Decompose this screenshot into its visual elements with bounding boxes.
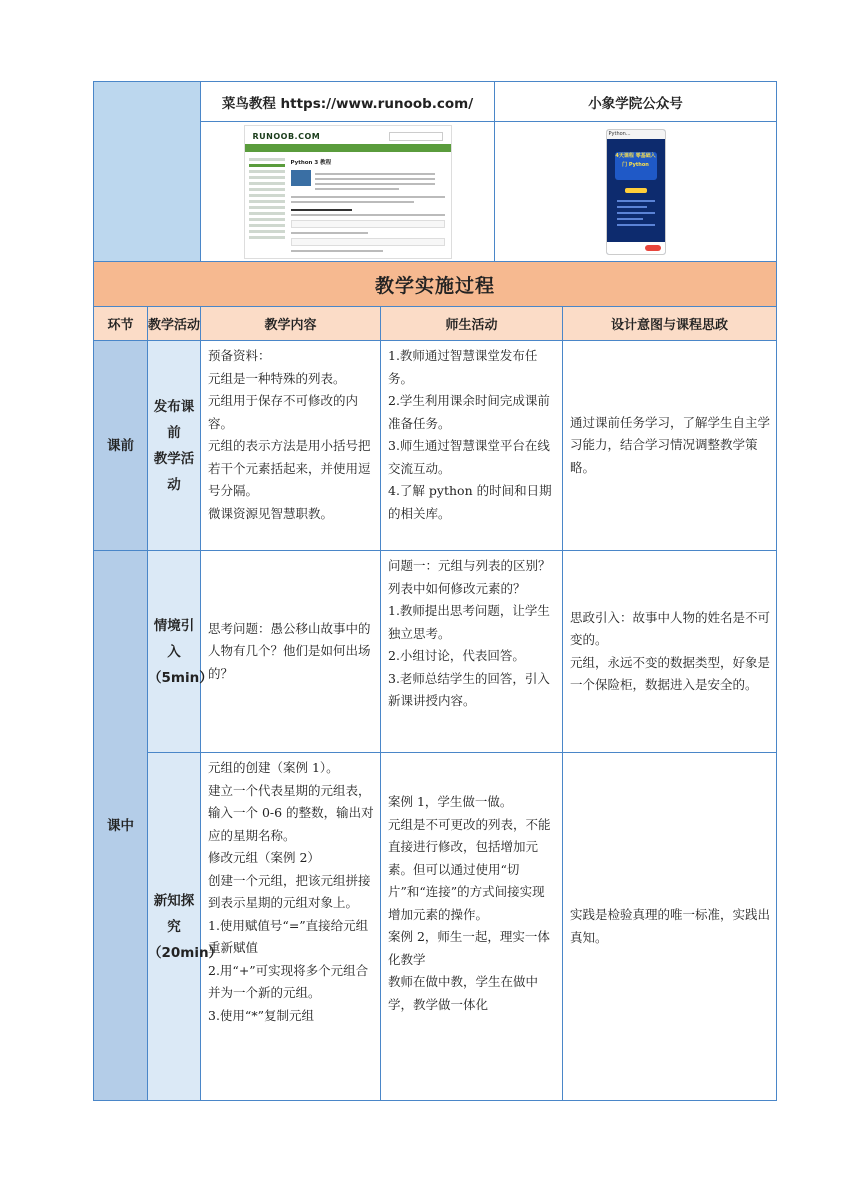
lesson-plan-table	[93, 81, 777, 1101]
stage-during: 课中	[94, 551, 148, 1101]
phone-title: Python...	[607, 130, 665, 139]
nav-bar	[245, 144, 451, 152]
course-banner: 4天课程 零基础入门 Python	[615, 152, 657, 180]
wechat-screenshot	[606, 129, 666, 255]
page-title: Python 3 教程	[290, 159, 332, 166]
section-title: 教学实施过程	[94, 262, 777, 307]
runoob-logo: RUNOOB.COM	[252, 131, 321, 141]
header-stage: 环节	[94, 307, 148, 341]
row-activity: 新知探究 （20min）	[148, 753, 201, 1101]
runoob-screenshot	[244, 125, 452, 259]
row-intent: 实践是检验真理的唯一标准，实践出真知。	[563, 753, 777, 1101]
page-body	[291, 158, 445, 254]
site-label: 菜鸟教程 https://www.runoob.com/	[201, 82, 495, 122]
row-content: 元组的创建（案例 1）。 建立一个代表星期的元组表，输入一个 0-6 的整数，输出对应的星期名称。 修改元组（案例 2） 创建一个元组，把该元组拼接到表示星期的元组对象上。 1.使用赋值号“=”直接给元组重新赋值 2.用“+”可实现将多个元组合并为一个新的元组。 3.使用“*”复制元组	[201, 753, 381, 1101]
row-activity: 情境引入 （5min）	[148, 551, 201, 753]
stage-before: 课前	[94, 341, 148, 551]
wechat-label: 小象学院公众号	[495, 82, 777, 122]
row-content: 思考问题：愚公移山故事中的人物有几个？他们是如何出场的？	[201, 551, 381, 753]
row-intent: 通过课前任务学习，了解学生自主学习能力，结合学习情况调整教学策略。	[563, 341, 777, 551]
row-interaction: 问题一：元组与列表的区别？列表中如何修改元素的？ 1.教师提出思考问题，让学生独立思考。 2.小组讨论，代表回答。 3.老师总结学生的回答，引入新课讲授内容。	[381, 551, 563, 753]
search-box-icon	[389, 132, 443, 141]
site-screenshot-cell	[201, 122, 495, 262]
row-intent: 思政引入：故事中人物的姓名是不可变的。 元组，永远不变的数据类型，好象是一个保险柜，数据进入是安全的。	[563, 551, 777, 753]
row-interaction: 1.教师通过智慧课堂发布任务。 2.学生利用课余时间完成课前准备任务。 3.师生通过智慧课堂平台在线交流互动。 4.了解 python 的时间和日期的相关库。	[381, 341, 563, 551]
sidebar-list	[249, 158, 285, 254]
row-content: 预备资料： 元组是一种特殊的列表。 元组用于保存不可修改的内容。 元组的表示方法是用小括号把若干个元素括起来，并使用逗号分隔。 微课资源见智慧职教。	[201, 341, 381, 551]
resource-blank-cell	[94, 82, 201, 262]
join-button	[645, 245, 661, 251]
python-logo-icon	[291, 170, 311, 186]
wechat-screenshot-cell	[495, 122, 777, 262]
header-content: 教学内容	[201, 307, 381, 341]
row-activity: 发布课前 教学活动	[148, 341, 201, 551]
header-intent: 设计意图与课程思政	[563, 307, 777, 341]
row-interaction: 案例 1，学生做一做。 元组是不可更改的列表，不能直接进行修改，包括增加元素。但可以通过使用“切片”和“连接”的方式间接实现增加元素的操作。 案例 2，师生一起，理实一体化教学 教师在做中教，学生在做中学，教学做一体化	[381, 753, 563, 1101]
header-interaction: 师生活动	[381, 307, 563, 341]
header-activity: 教学活动	[148, 307, 201, 341]
